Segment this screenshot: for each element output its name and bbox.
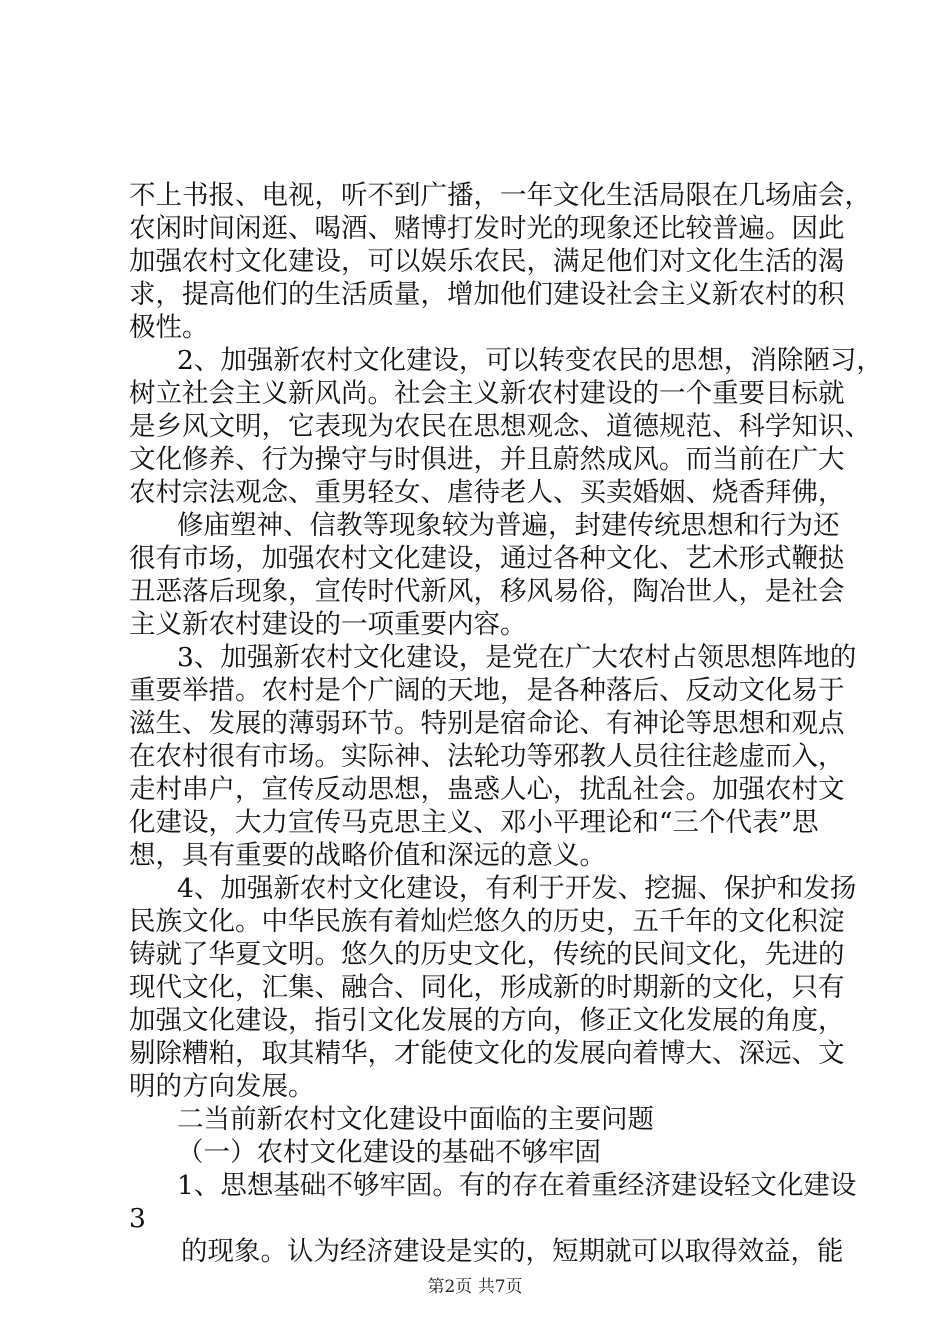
text-line: 3、加强新农村文化建设，是党在广大农村占领思想阵地的 — [177, 642, 857, 673]
text-line: 重要举措。农村是个广阔的天地，是各种落后、反动文化易于 — [129, 675, 845, 706]
text-line: 修庙塑神、信教等现象较为普遍，封建传统思想和行为还 — [177, 510, 840, 541]
text-line: 是乡风文明，它表现为农民在思想观念、道德规范、科学知识、 — [129, 411, 871, 442]
text-line: 民族文化。中华民族有着灿烂悠久的历史，五千年的文化积淀 — [129, 906, 845, 937]
text-line: 极性。 — [129, 312, 209, 343]
text-line: 丑恶落后现象，宣传时代新风，移风易俗，陶冶世人，是社会 — [129, 576, 845, 607]
text-line: 树立社会主义新风尚。社会主义新农村建设的一个重要目标就 — [129, 378, 845, 409]
subsection-heading: （一）农村文化建设的基础不够牢固 — [177, 1137, 601, 1168]
text-line: 农闲时间闲逛、喝酒、赌博打发时光的现象还比较普遍。因此 — [129, 213, 845, 244]
text-line: 4、加强新农村文化建设，有利于开发、挖掘、保护和发扬 — [177, 873, 857, 904]
text-line: 文化修养、行为操守与时俱进，并且蔚然成风。而当前在广大 — [129, 444, 845, 475]
text-line: 不上书报、电视，听不到广播，一年文化生活局限在几场庙会， — [129, 180, 871, 211]
text-line: 滋生、发展的薄弱环节。特别是宿命论、有神论等思想和观点 — [129, 708, 845, 739]
section-heading: 二当前新农村文化建设中面临的主要问题 — [177, 1104, 654, 1135]
text-line: 想，具有重要的战略价值和深远的意义。 — [129, 840, 606, 871]
text-line: 很有市场，加强农村文化建设，通过各种文化、艺术形式鞭挞 — [129, 543, 845, 574]
stray-page-number: 3 — [129, 1203, 146, 1234]
text-line: 加强文化建设，指引文化发展的方向，修正文化发展的角度， — [129, 1005, 845, 1036]
text-line: 剔除糟粕，取其精华，才能使文化的发展向着博大、深远、文 — [129, 1038, 845, 1069]
text-line: 主义新农村建设的一项重要内容。 — [129, 609, 527, 640]
text-line: 的现象。认为经济建设是实的，短期就可以取得效益，能 — [181, 1236, 844, 1267]
text-line: 求，提高他们的生活质量，增加他们建设社会主义新农村的积 — [129, 279, 845, 310]
text-line: 明的方向发展。 — [129, 1071, 315, 1102]
text-line: 在农村很有市场。实际神、法轮功等邪教人员往往趁虚而入， — [129, 741, 845, 772]
page-footer: 第2页 共7页 — [427, 1277, 523, 1297]
text-line: 加强农村文化建设，可以娱乐农民，满足他们对文化生活的渴 — [129, 246, 845, 277]
text-line: 现代文化，汇集、融合、同化，形成新的时期新的文化，只有 — [129, 972, 845, 1003]
text-line: 化建设，大力宣传马克思主义、邓小平理论和“三个代表”思 — [129, 807, 819, 838]
text-line: 1、思想基础不够牢固。有的存在着重经济建设轻文化建设 — [177, 1170, 857, 1201]
text-line: 农村宗法观念、重男轻女、虐待老人、买卖婚姻、烧香拜佛， — [129, 477, 845, 508]
text-line: 铸就了华夏文明。悠久的历史文化，传统的民间文化，先进的 — [129, 939, 845, 970]
text-line: 走村串户，宣传反动思想，蛊惑人心，扰乱社会。加强农村文 — [129, 774, 845, 805]
text-line: 2、加强新农村文化建设，可以转变农民的思想，消除陋习， — [177, 345, 883, 376]
